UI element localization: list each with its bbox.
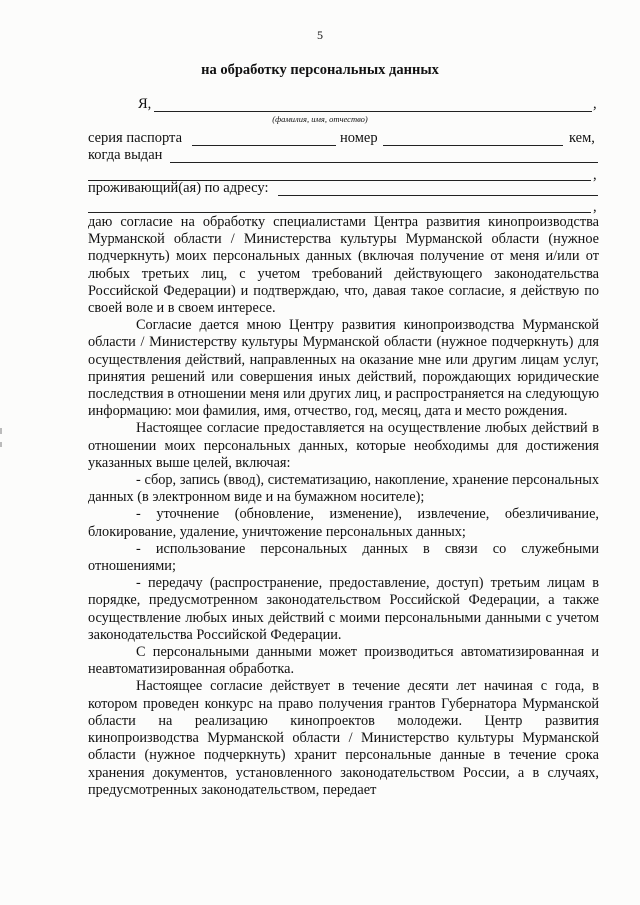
issued-when-row — [88, 147, 600, 167]
page-number: 5 — [317, 28, 323, 42]
address-row — [88, 180, 600, 200]
name-row-comma: , — [593, 96, 597, 112]
paragraph: С персональными данными может производиться автоматизированная и неавтоматизированная обработка. — [88, 644, 599, 678]
paragraph: Настоящее согласие действует в течение десяти лет начиная с года, в котором проведен конкурс на право получения грантов Губернатора Мурманской области на реализацию кинопроектов молодежи. Центр развития кинопроизводства Мурманской области / Министерство культуры Мурманской области (нужное подчеркнуть) хранит персональные данные в течение срока хранения документов, установленного законодательством России, а в случаях, предусмотренных законодательством, передает — [88, 678, 599, 798]
address-continuation-field[interactable] — [88, 212, 591, 213]
passport-number-label: номер — [340, 130, 378, 146]
i-label: Я, — [138, 96, 152, 112]
full-name-caption: (фамилия, имя, отчество) — [272, 114, 368, 124]
address-label: проживающий(ая) по адресу: — [88, 180, 269, 196]
passport-series-label: серия паспорта — [88, 130, 183, 146]
consent-body — [88, 214, 599, 799]
paragraph: Согласие дается мною Центру развития кинопроизводства Мурманской области / Министерству культуры Мурманской области (нужное подчеркнуть) для осуществления действий, направленных на оказание мне или другим лицам услуг, принятия решений или совершения иных действий, порождающих юридические последствия в отношении меня или других лиц, и распространяется на следующую информацию: мои фамилия, имя, отчество, год, месяц, дата и место рождения. — [88, 317, 599, 420]
scan-mark — [0, 442, 2, 447]
full-name-field[interactable] — [154, 111, 592, 112]
address-field[interactable] — [278, 195, 598, 196]
document-title: на обработку персональных данных — [201, 62, 439, 78]
paragraph: даю согласие на обработку специалистами Центра развития кинопроизводства Мурманской области / Министерства культуры Мурманской области (нужное подчеркнуть) моих персональных данных (включая получение от меня и/или от любых третьих лиц, с учетом требований действующего законодательства Российской Федерации) и подтверждаю, что, давая такое согласие, я действую по своей воле и в своем интересе. — [88, 214, 599, 317]
scan-mark — [0, 428, 2, 434]
passport-number-field[interactable] — [383, 145, 563, 146]
passport-series-field[interactable] — [192, 145, 336, 146]
issued-when-label: когда выдан — [88, 147, 163, 163]
paragraph: Настоящее согласие предоставляется на осуществление любых действий в отношении моих персональных данных, которые необходимы для достижения указанных выше целей, включая: — [88, 420, 599, 471]
issued-row-comma: , — [593, 167, 597, 183]
list-item: - уточнение (обновление, изменение), извлечение, обезличивание, блокирование, удаление, уничтожение персональных данных; — [88, 506, 599, 540]
issued-by-label: кем, — [569, 130, 595, 146]
list-item: - сбор, запись (ввод), систематизацию, накопление, хранение персональных данных (в электронном виде и на бумажном носителе); — [88, 472, 599, 506]
address-row-comma: , — [593, 199, 597, 215]
list-item: - использование персональных данных в связи со служебными отношениями; — [88, 540, 599, 575]
issued-when-field[interactable] — [170, 162, 598, 163]
list-item: - передачу (распространение, предоставление, доступ) третьим лицам в порядке, предусмотренном законодательством Российской Федерации, а также осуществление любых иных действий с моими персональными данными с учетом законодательства Российской Федерации. — [88, 575, 599, 643]
name-row — [88, 96, 600, 116]
